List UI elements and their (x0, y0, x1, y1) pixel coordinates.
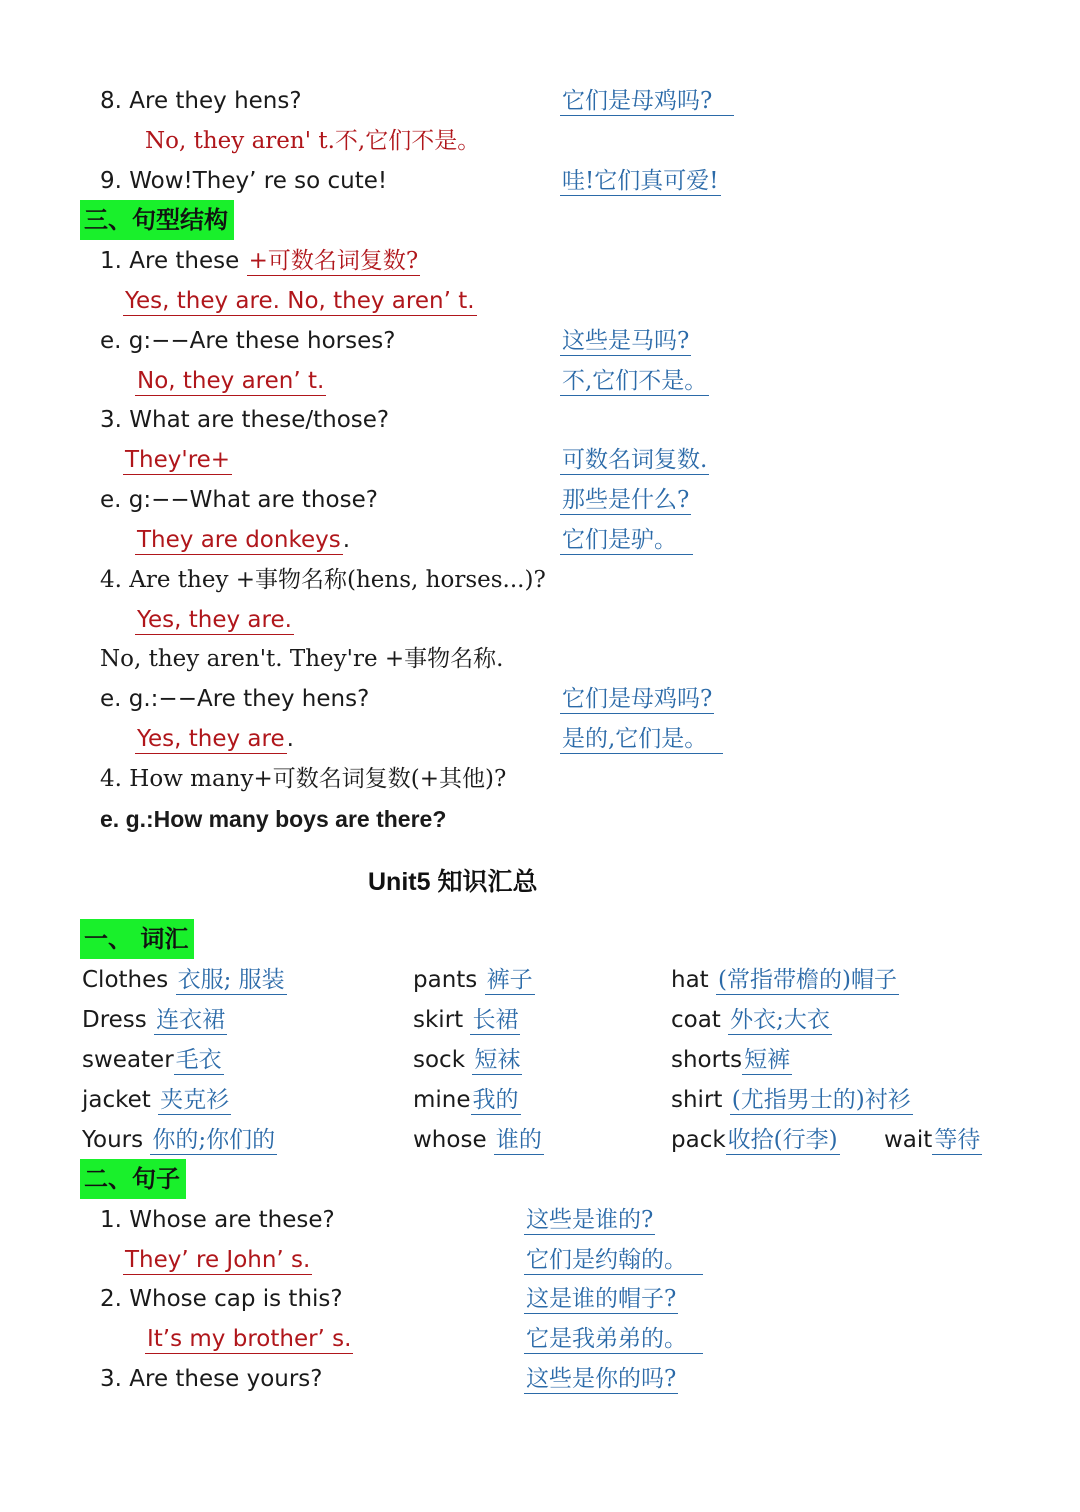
vocab-item: pack收拾(行李) (671, 1127, 838, 1153)
vocab-item: coat 外衣;大衣 (671, 1007, 830, 1033)
example-3-answer: They are donkeys. (137, 527, 351, 553)
vocab-item: wait等待 (884, 1127, 981, 1153)
vocab-item: sock 短袜 (413, 1047, 521, 1073)
example-1-answer: No, they aren’ t. (137, 368, 325, 394)
vocab-item: whose 谁的 (413, 1127, 542, 1153)
sentence-9: 9. Wow!They’ re so cute! (100, 168, 388, 194)
sentence-9-translation: 哇!它们真可爱! (562, 168, 719, 194)
vocab-item: Clothes 衣服; 服装 (82, 967, 285, 993)
example-1-translation: 这些是马吗? (562, 328, 690, 354)
sentence-q1: 1. Whose are these? (100, 1207, 335, 1233)
vocab-item: Dress 连衣裙 (82, 1007, 226, 1033)
pattern-1-answer: Yes, they are. No, they aren’ t. (125, 288, 475, 314)
sentence-q2-translation: 这是谁的帽子? (526, 1286, 677, 1312)
sentence-q1-answer-translation: 它们是约翰的。 (524, 1245, 703, 1275)
pattern-4-negative: No, they aren't. They're +事物名称. (100, 646, 504, 672)
example-4-answer: Yes, they are. (137, 726, 294, 752)
vocab-item: pants 裤子 (413, 967, 533, 993)
sentence-q1-translation: 这些是谁的? (526, 1207, 654, 1233)
vocab-item: skirt 长裙 (413, 1007, 519, 1033)
sentence-8-answer: No, they aren' t.不,它们不是。 (145, 128, 481, 154)
example-3: e. g:−−What are those? (100, 487, 378, 513)
pattern-3-answer-translation: 可数名词复数. (562, 447, 708, 473)
example-1-answer-translation: 不,它们不是。 (562, 368, 708, 394)
sentence-q2: 2. Whose cap is this? (100, 1286, 343, 1312)
vocab-item: shorts短裤 (671, 1047, 791, 1073)
sentence-q3: 3. Are these yours? (100, 1366, 323, 1392)
section-heading-sentence-patterns: 三、句型结构 (80, 200, 234, 240)
section-heading-vocabulary: 一、 词汇 (80, 919, 194, 959)
sentence-q1-answer: They’ re John’ s. (125, 1247, 311, 1273)
pattern-3: 3. What are these/those? (100, 407, 390, 433)
section-heading-sentences: 二、句子 (80, 1159, 186, 1199)
vocab-item: Yours 你的;你们的 (82, 1127, 276, 1153)
sentence-q3-translation: 这些是你的吗? (526, 1366, 677, 1392)
example-3-translation: 那些是什么? (562, 487, 690, 513)
pattern-4-answer: Yes, they are. (137, 607, 292, 633)
vocab-item: sweater毛衣 (82, 1047, 222, 1073)
example-4-answer-translation: 是的,它们是。 (560, 724, 723, 754)
example-3-answer-translation: 它们是驴。 (560, 525, 693, 555)
vocab-item: hat (常指带檐的)帽子 (671, 967, 897, 993)
pattern-5-example: e. g.:How many boys are there? (100, 806, 447, 832)
example-4: e. g.:−−Are they hens? (100, 686, 370, 712)
sentence-8: 8. Are they hens? (100, 88, 302, 114)
sentence-8-translation: 它们是母鸡吗? (560, 86, 734, 116)
sentence-q2-answer-translation: 它是我弟弟的。 (524, 1324, 703, 1354)
unit-title: Unit5 知识汇总 (368, 868, 538, 896)
pattern-5: 4. How many+可数名词复数(+其他)? (100, 766, 507, 792)
pattern-1: 1. Are these +可数名词复数? (100, 248, 419, 274)
sentence-q2-answer: It’s my brother’ s. (147, 1326, 352, 1352)
pattern-3-answer: They're+ (125, 447, 231, 473)
vocab-item: jacket 夹克衫 (82, 1087, 230, 1113)
example-4-translation: 它们是母鸡吗? (562, 686, 713, 712)
vocab-item: shirt (尤指男士的)衬衫 (671, 1087, 911, 1113)
example-1: e. g:−−Are these horses? (100, 328, 396, 354)
pattern-4: 4. Are they +事物名称(hens, horses...)? (100, 567, 546, 593)
vocab-item: mine我的 (413, 1087, 519, 1113)
